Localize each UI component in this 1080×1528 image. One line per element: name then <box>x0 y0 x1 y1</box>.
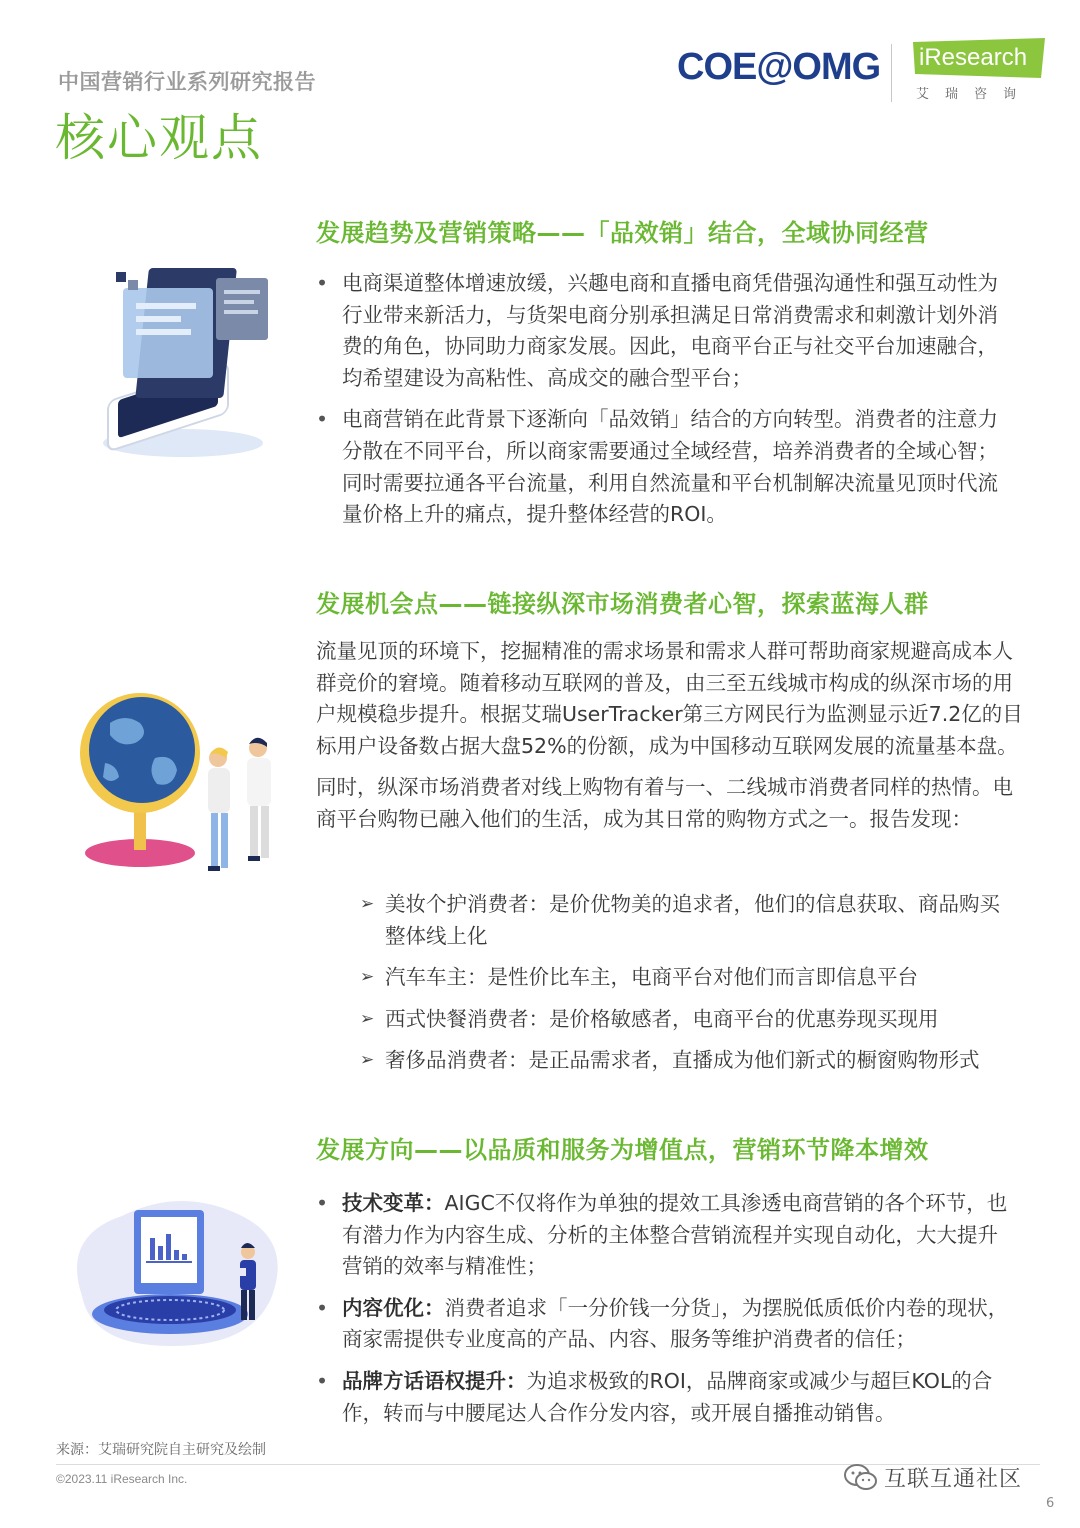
direction-bullet <box>316 1293 1016 1356</box>
dashboard-platform-illustration <box>62 1186 292 1356</box>
opportunities-paragraph: 同时，纵深市场消费者对线上购物有着与一、二线城市消费者同样的热情。电商平台购物已融入他们的生活，成为其日常的购物方式之一。报告发现： <box>316 775 1013 831</box>
direction-bullet-label: 技术变革： <box>342 1191 445 1215</box>
direction-bullet-list <box>316 1188 1016 1439</box>
copyright-text: ©2023.11 iResearch Inc. <box>56 1472 188 1486</box>
iresearch-logo-chinese: 艾瑞咨询 <box>916 87 1033 102</box>
findings-list <box>360 889 1020 1087</box>
wechat-icon <box>843 1463 879 1493</box>
direction-bullet-text: 消费者追求「一分价钱一分货」，为摆脱低质低价内卷的现状，商家需提供专业度高的产品、内容、服务等维护消费者的信任； <box>342 1295 1009 1352</box>
report-series-label: 中国营销行业系列研究报告 <box>58 70 316 94</box>
globe-people-illustration <box>70 678 290 888</box>
watermark-text: 互联互通社区 <box>884 1467 1023 1492</box>
direction-bullet-label: 内容优化： <box>342 1295 445 1320</box>
direction-bullet-label: 品牌方话语权提升： <box>342 1368 527 1393</box>
direction-bullet <box>316 1188 1016 1283</box>
direction-bullet-text: 为追求极致的ROI，品牌商家或减少与超巨KOL的合作，转而与中腰尾达人合作分发内容，或开展自播推动销售。 <box>342 1368 993 1425</box>
opportunities-paragraph: 流量见顶的环境下，挖掘精准的需求场景和需求人群可帮助商家规避高成本人群竞价的窘境。随着移动互联网的普及，由三至五线城市构成的纵深市场的用户规模稳步提升。根据艾瑞UserTracker第三方网民行为监测显示近7.2亿的目标用户设备数占据大盘52%的份额，成为中国移动互联网发展的流量基本盘。 <box>316 639 1023 758</box>
finding-item: ➢ 奢侈品消费者：是正品需求者，直播成为他们新式的橱窗购物形式 <box>360 1045 1020 1077</box>
coe-omg-logo: COE@OMG <box>677 46 881 88</box>
trends-bullet: • 电商渠道整体增速放缓，兴趣电商和直播电商凭借强沟通性和强互动性为行业带来新活力，与货架电商分别承担满足日常消费需求和刺激计划外消费的角色，协同助力商家发展。因此，电商平台正与社交平台加速融合，均希望建设为高粘性、高成交的融合型平台； <box>316 268 1016 394</box>
section-heading-direction: 发展方向——以品质和服务为增值点，营销环节降本增效 <box>316 1136 929 1164</box>
trends-bullet-list <box>316 268 1016 541</box>
trends-bullet: • 电商营销在此背景下逐渐向「品效销」结合的方向转型。消费者的注意力分散在不同平台，所以商家需要通过全域经营，培养消费者的全域心智；同时需要拉通各平台流量，利用自然流量和平台机制解决流量见顶时代流量价格上升的痛点，提升整体经营的ROI。 <box>316 404 1016 530</box>
logo-divider <box>891 44 892 102</box>
direction-bullet-text: AIGC不仅将作为单独的提效工具渗透电商营销的各个环节，也有潜力作为内容生成、分析的主体整合营销流程并实现自动化，大大提升营销的效率与精准性； <box>342 1191 1008 1279</box>
section-heading-trends: 发展趋势及营销策略——「品效销」结合，全域协同经营 <box>316 219 929 247</box>
opportunities-text <box>316 636 1031 846</box>
finding-item: ➢ 西式快餐消费者：是价格敏感者，电商平台的优惠券现买现用 <box>360 1004 1020 1036</box>
direction-bullet <box>316 1366 1016 1429</box>
section-heading-opportunities: 发展机会点——链接纵深市场消费者心智，探索蓝海人群 <box>316 590 929 618</box>
smartphone-illustration <box>88 258 288 468</box>
finding-item: ➢ 美妆个护消费者：是价优物美的追求者，他们的信息获取、商品购买整体线上化 <box>360 889 1020 952</box>
iresearch-logo: iResearch <box>919 44 1028 71</box>
page-title: 核心观点 <box>55 109 263 167</box>
source-note: 来源：艾瑞研究院自主研究及绘制 <box>56 1442 266 1458</box>
finding-item: ➢ 汽车车主：是性价比车主，电商平台对他们而言即信息平台 <box>360 962 1020 994</box>
page-number: 6 <box>1046 1496 1055 1511</box>
